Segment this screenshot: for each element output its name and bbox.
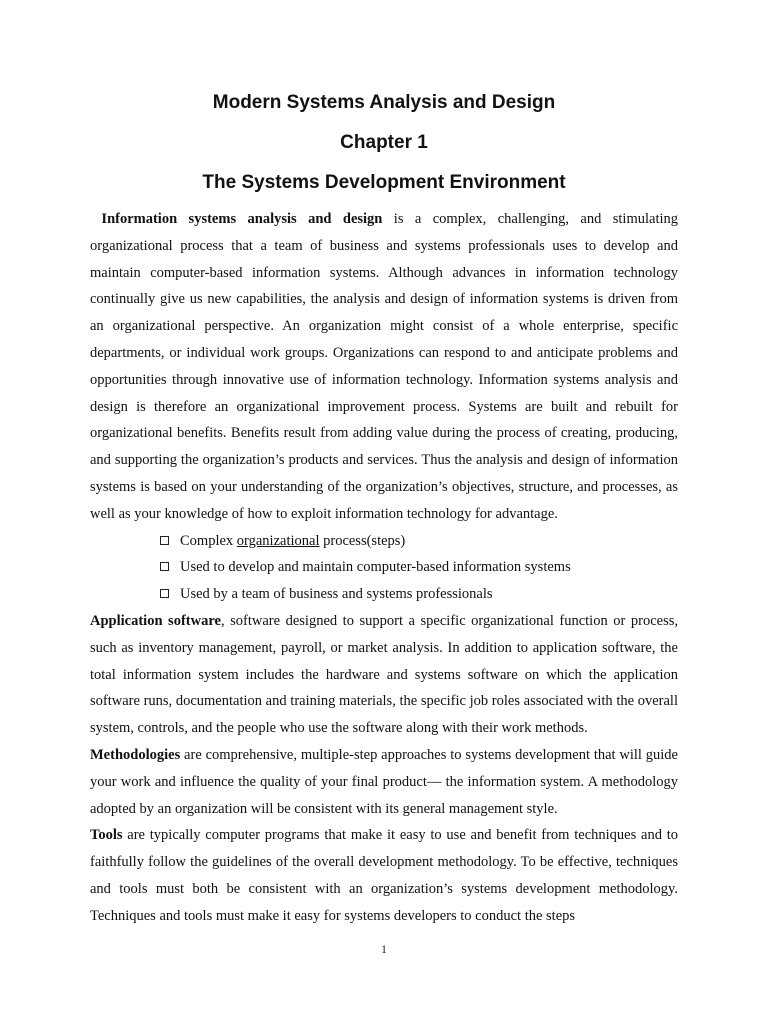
paragraph-text: are comprehensive, multiple-step approaches to systems development that will guide your work and influence the quality of your final product— the information system. A methodology adopted by an organization will be consistent with its general management style. — [90, 746, 678, 817]
paragraph-tools — [90, 822, 678, 929]
term-tools: Tools — [90, 827, 123, 844]
paragraph-text: , software designed to support a specific organizational function or process, such as inventory management, payroll, or market analysis. In addition to application software, the total information system includes the hardware and systems software on which the application software runs, documentation and training materials, the specific job roles associated with the overall system, controls, and the people who use the software along with their work methods. — [90, 612, 678, 737]
bullet-text-suffix: process(steps) — [319, 532, 406, 549]
paragraph-text: are typically computer programs that make it easy to use and benefit from techniques and to faithfully follow the guidelines of the overall development methodology. To be effective, techniques and tools must both be consistent with an organization’s systems development methodology. Techniques and tools must make it easy for systems developers to conduct the steps — [90, 827, 678, 924]
bullet-text: Used by a team of business and systems professionals — [180, 586, 493, 603]
chapter-heading: Chapter 1 — [340, 132, 428, 153]
checkbox-bullet-icon — [160, 536, 169, 545]
checkbox-bullet-icon — [160, 562, 169, 571]
page-number: 1 — [381, 942, 387, 956]
paragraph-information-systems — [90, 206, 678, 528]
bullet-item — [90, 554, 678, 581]
chapter-subtitle: The Systems Development Environment — [202, 172, 566, 193]
bullet-item — [90, 581, 678, 608]
document-title: Modern Systems Analysis and Design — [212, 92, 556, 113]
document-body — [90, 206, 678, 930]
paragraph-text: is a complex, challenging, and stimulating organizational process that a team of business and systems professionals uses to develop and maintain computer-based information systems. Although advances in information technology continually give us new capabilities, the analysis and design of information systems is driven from an organizational perspective. An organization might consist of a whole enterprise, specific departments, or individual work groups. Organizations can respond to and anticipate problems and opportunities through innovative use of information technology. Information systems analysis and design is therefore an organizational improvement process. Systems are built and rebuilt for organizational benefits. Benefits result from adding value during the process of creating, producing, and supporting the organization’s products and services. Thus the analysis and design of information systems is based on your understanding of the organization’s objectives, structure, and processes, as well as your knowledge of how to exploit information technology for advantage. — [90, 211, 679, 522]
bullet-item — [90, 528, 678, 555]
term-information-systems: Information systems analysis and design — [101, 211, 383, 227]
paragraph-application-software — [90, 608, 678, 742]
bullet-text: Used to develop and maintain computer-based information systems — [180, 559, 571, 576]
checkbox-bullet-icon — [160, 589, 169, 598]
term-application-software: Application software — [90, 612, 221, 629]
bullet-text-underlined: organizational — [236, 532, 320, 549]
bullet-text-prefix: Complex — [180, 532, 237, 549]
bullet-list — [90, 528, 678, 608]
term-methodologies: Methodologies — [90, 746, 181, 763]
paragraph-methodologies — [90, 742, 678, 822]
